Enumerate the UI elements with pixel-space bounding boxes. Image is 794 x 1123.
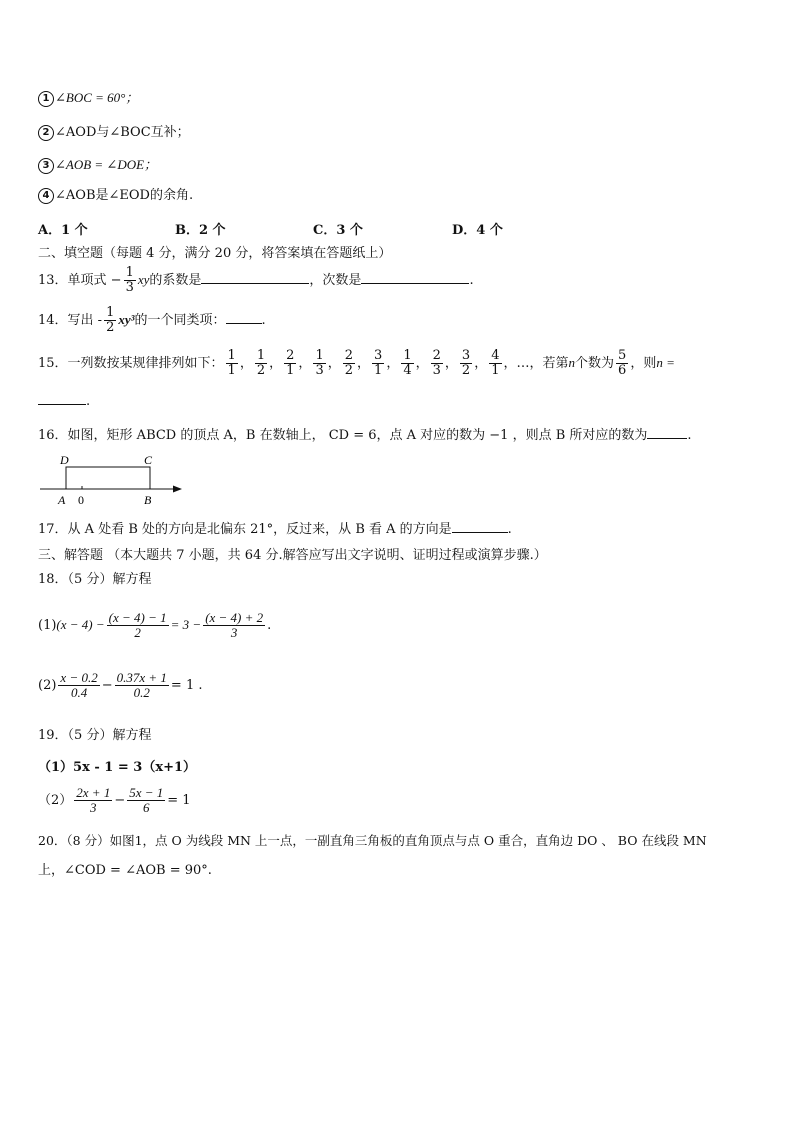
question-15-answer-line: . [38,392,90,411]
sequence-fraction: $\frac{1}{4}$ [403,348,412,378]
answer-blank[interactable] [361,271,469,284]
fraction: $\frac{1}{3}$ [125,265,134,295]
answer-blank[interactable] [201,271,309,284]
option-a: A．1 个 [38,223,88,238]
answer-blank[interactable] [647,426,687,439]
sequence-fraction: $\frac{1}{2}$ [256,348,266,378]
fraction: $\frac{x - 0.2}{0.4}$ [60,670,98,700]
sequence-fraction: $\frac{3}{2}$ [461,348,471,378]
statement-4: 4 ∠AOB是∠EOD的余角. [38,187,193,205]
statement-1: 1 ∠BOC = 60°； [38,89,138,108]
circled-number: 3 [38,158,54,174]
number-line-figure [38,452,188,510]
separator: ， [474,356,488,371]
sequence-fraction: $\frac{1}{3}$ [315,348,324,378]
statement-2: 2 ∠AOD与∠BOC互补； [38,124,190,142]
answer-blank[interactable] [226,311,262,324]
question-20-line-2: 上，∠COD = ∠AOB = 90°. [38,863,212,878]
label-a: A [58,493,66,507]
fraction: $\frac{(x - 4) - 1}{2}$ [108,610,167,640]
fraction: $\frac{5x - 1}{6}$ [129,785,164,815]
section-2-heading: 二、填空题（每题 4 分，满分 20 分，将答案填在答题纸上） [38,246,392,261]
sequence-fraction: $\frac{2}{2}$ [344,348,354,378]
axis-arrow [173,486,182,493]
fraction: $\frac{0.37x + 1}{0.2}$ [116,670,167,700]
label-zero: 0 [78,493,84,507]
sequence-fraction: $\frac{3}{1}$ [374,348,383,378]
question-19-title: 19．（5 分）解方程 [38,728,152,743]
fraction-sequence [224,348,504,378]
separator: ， [444,356,458,371]
circled-number: 1 [38,91,54,107]
option-d: D．4 个 [452,223,503,238]
separator: ， [327,356,341,371]
fraction: $\frac{2x + 1}{3}$ [76,785,111,815]
sequence-fraction: $\frac{2}{1}$ [286,348,295,378]
question-18-part-1: (1)(x − 4) − $\frac{(x - 4) - 1}{2}$ = 3 − $\frac{(x - 4) + 2}{3}$ . [38,610,272,640]
question-14: 14．写出 - $\frac{1}{2}$ xy³的一个同类项： . [38,305,266,335]
separator: ， [386,356,400,371]
section-3-heading: 三、解答题 （本大题共 7 小题，共 64 分.解答应写出文字说明、证明过程或演算步骤.） [38,548,547,563]
fraction: $\frac{1}{2}$ [106,305,115,335]
question-13: 13．单项式 − $\frac{1}{3}$ xy的系数是 ，次数是 . [38,265,474,295]
separator: ， [415,356,429,371]
sequence-fraction: $\frac{2}{3}$ [432,348,441,378]
question-17: 17．从 A 处看 B 处的方向是北偏东 21°，反过来，从 B 看 A 的方向是 . [38,522,512,537]
answer-blank[interactable] [38,392,86,405]
sequence-fraction: $\frac{4}{1}$ [491,348,500,378]
separator: ， [298,356,312,371]
separator: ， [269,356,283,371]
question-15: 15．一列数按某规律排列如下： $\frac{1}{1}$ ， $\frac{1}{2}$ ， $\frac{2}{1}$ ， $\frac{1}{3}$ ， $\frac{2}{2}$ ， $\frac{3}{1}$ ， $\frac{1}{4}$ ， $\frac{2}{3}$ ， $\frac{3}{2}$ ， $\frac{4}{1}$ ，…，若第n个数为 $\frac{5}{6}$ ，则n = [38,348,675,378]
statement-3: 3 ∠AOB = ∠DOE； [38,156,157,175]
question-20-line-1: 20．（8 分）如图1，点 O 为线段 MN 上一点，一副直角三角板的直角顶点与点 O 重合，直角边 DO 、 BO 在线段 MN [38,833,707,848]
fraction: $\frac{(x - 4) + 2}{3}$ [205,610,264,640]
question-19-part-2: （2） $\frac{2x + 1}{3}$ − $\frac{5x - 1}{6}$ = 1 [38,785,191,815]
circled-number: 4 [38,188,54,204]
question-18-title: 18．（5 分）解方程 [38,572,152,587]
rectangle-abcd [66,467,150,489]
option-c: C．3 个 [313,223,363,238]
question-18-part-2: (2) $\frac{x - 0.2}{0.4}$ − $\frac{0.37x + 1}{0.2}$ = 1 . [38,670,203,700]
label-c: C [144,453,153,467]
label-b: B [144,493,152,507]
answer-blank[interactable] [452,520,508,533]
separator: ， [357,356,371,371]
label-d: D [60,453,69,467]
question-19-part-1: （1）5x - 1 = 3（x+1） [38,760,197,775]
target-fraction: $\frac{5}{6}$ [618,348,627,378]
option-b: B．2 个 [175,223,226,238]
sequence-fraction: $\frac{1}{1}$ [227,348,236,378]
separator: ， [239,356,253,371]
question-16: 16．如图，矩形 ABCD 的顶点 A，B 在数轴上， CD = 6，点 A 对应的数为 −1 ，则点 B 所对应的数为 . [38,428,692,443]
circled-number: 2 [38,125,54,141]
